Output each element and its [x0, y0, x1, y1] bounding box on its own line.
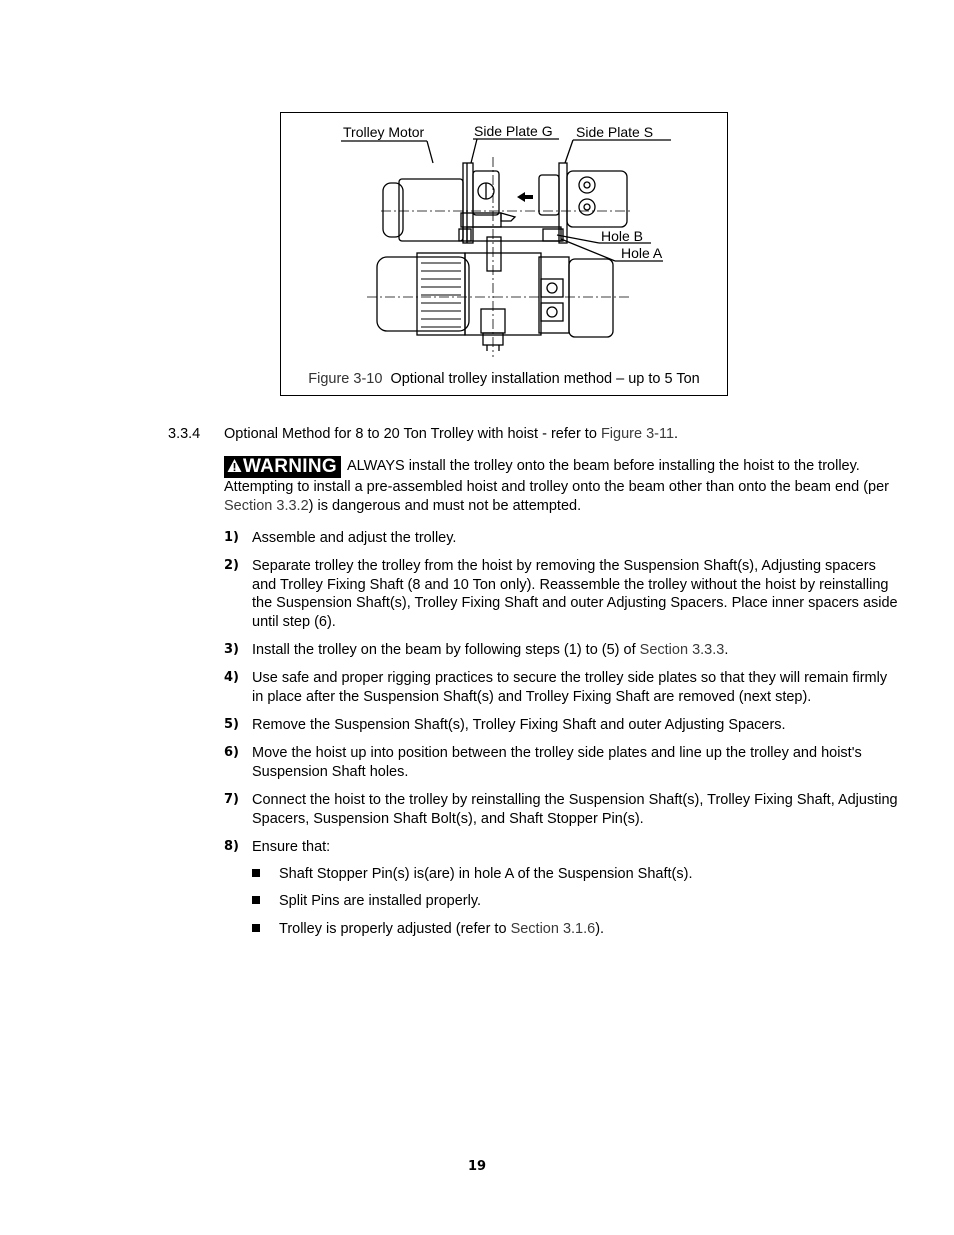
bullet-square-icon: [252, 869, 260, 877]
step-number: 3): [224, 642, 239, 657]
warning-paragraph: [224, 456, 904, 515]
trolley-installation-drawing: [281, 113, 727, 395]
step-5: [224, 716, 900, 735]
step-number: 5): [224, 717, 239, 732]
figure-3-11-link[interactable]: Figure 3-11: [600, 426, 675, 442]
step-text: Connect the hoist to the trolley by reinstalling the Suspension Shaft(s), Trolley Fixing Shaft, Adjusting Spacers, Suspension Shaft Bolt(s), and Shaft Stopper Pin(s).: [252, 792, 898, 827]
step-number: 1): [224, 530, 239, 545]
step-text: Separate trolley the trolley from the hoist by removing the Suspension Shaft(s), Adjusting spacers and Trolley Fixing Shaft (8 and 10 Ton only). Reassemble the trolley without the hoist by reinstalling the Suspension Shaft(s), Trolley Fixing Shaft and outer Adjusting Spacers. Place inner spacers aside until step (6).: [252, 558, 898, 630]
step-number: 8): [224, 839, 239, 854]
label-side-plate-s: Side Plate S: [576, 124, 654, 140]
step-6: [224, 744, 900, 781]
warning-text: ALWAYS install the trolley onto the beam before installing the hoist to the trolley. Attempting to install a pre-assembled hoist and trolley onto the beam other than onto the beam end (per: [224, 458, 889, 495]
step-text: Use safe and proper rigging practices to secure the trolley side plates so that they will remain firmly in place after the Suspension Shaft(s) and Trolley Fixing Shaft are removed (next step).: [252, 670, 888, 705]
figure-caption-ref: Figure 3-10: [308, 371, 383, 387]
bullet-text: Split Pins are installed properly.: [279, 893, 482, 909]
bullet-text: Shaft Stopper Pin(s) is(are) in hole A of the Suspension Shaft(s).: [279, 866, 693, 882]
step-2: [224, 557, 900, 631]
step-7: [224, 791, 900, 828]
section-heading-text: Optional Method for 8 to 20 Ton Trolley with hoist - refer to: [224, 426, 601, 442]
label-hole-a: Hole A: [621, 245, 663, 261]
warning-text-end: ) is dangerous and must not be attempted.: [308, 497, 582, 514]
section-heading: [224, 426, 678, 442]
bullet-square-icon: [252, 924, 260, 932]
step-text: Ensure that:: [252, 839, 331, 855]
bullet-text-end: ).: [595, 921, 605, 937]
step-text: [252, 641, 900, 660]
figure-caption: [281, 371, 727, 387]
figure-caption-text: Optional trolley installation method – up to 5 Ton: [390, 371, 700, 387]
figure-3-10: [280, 112, 728, 396]
bullet-item: [252, 865, 692, 884]
step-8: [224, 838, 900, 857]
section-3-1-6-link[interactable]: Section 3.1.6: [510, 921, 596, 937]
section-number: 3.3.4: [168, 426, 201, 442]
step-1: [224, 529, 900, 548]
section-3-3-2-link[interactable]: Section 3.3.2: [224, 497, 309, 514]
label-side-plate-g: Side Plate G: [474, 123, 553, 139]
bullet-item: [252, 920, 604, 939]
warning-badge-text: WARNING: [243, 456, 337, 477]
warning-badge: [224, 456, 341, 478]
step-text: Assemble and adjust the trolley.: [252, 530, 457, 546]
step-number: 4): [224, 670, 239, 685]
bullet-item: [252, 892, 481, 911]
label-hole-b: Hole B: [601, 228, 644, 244]
step-number: 6): [224, 745, 239, 760]
step-text: Remove the Suspension Shaft(s), Trolley Fixing Shaft and outer Adjusting Spacers.: [252, 717, 786, 733]
page-number: 19: [467, 1159, 487, 1174]
section-3-3-3-link[interactable]: Section 3.3.3: [639, 642, 725, 658]
warning-triangle-icon: [227, 458, 242, 473]
bullet-square-icon: [252, 896, 260, 904]
step-text: Move the hoist up into position between the trolley side plates and line up the trolley and hoist's Suspension Shaft holes.: [252, 745, 862, 780]
step-number: 7): [224, 792, 239, 807]
bullet-text: Trolley is properly adjusted (refer to: [279, 921, 511, 937]
label-trolley-motor: Trolley Motor: [343, 124, 425, 140]
step-3: [224, 641, 900, 660]
step-text-end: .: [724, 642, 729, 658]
section-heading-end: .: [674, 426, 679, 442]
step-text-main: Install the trolley on the beam by following steps (1) to (5) of: [252, 642, 640, 658]
step-4: [224, 669, 900, 706]
step-number: 2): [224, 558, 239, 573]
